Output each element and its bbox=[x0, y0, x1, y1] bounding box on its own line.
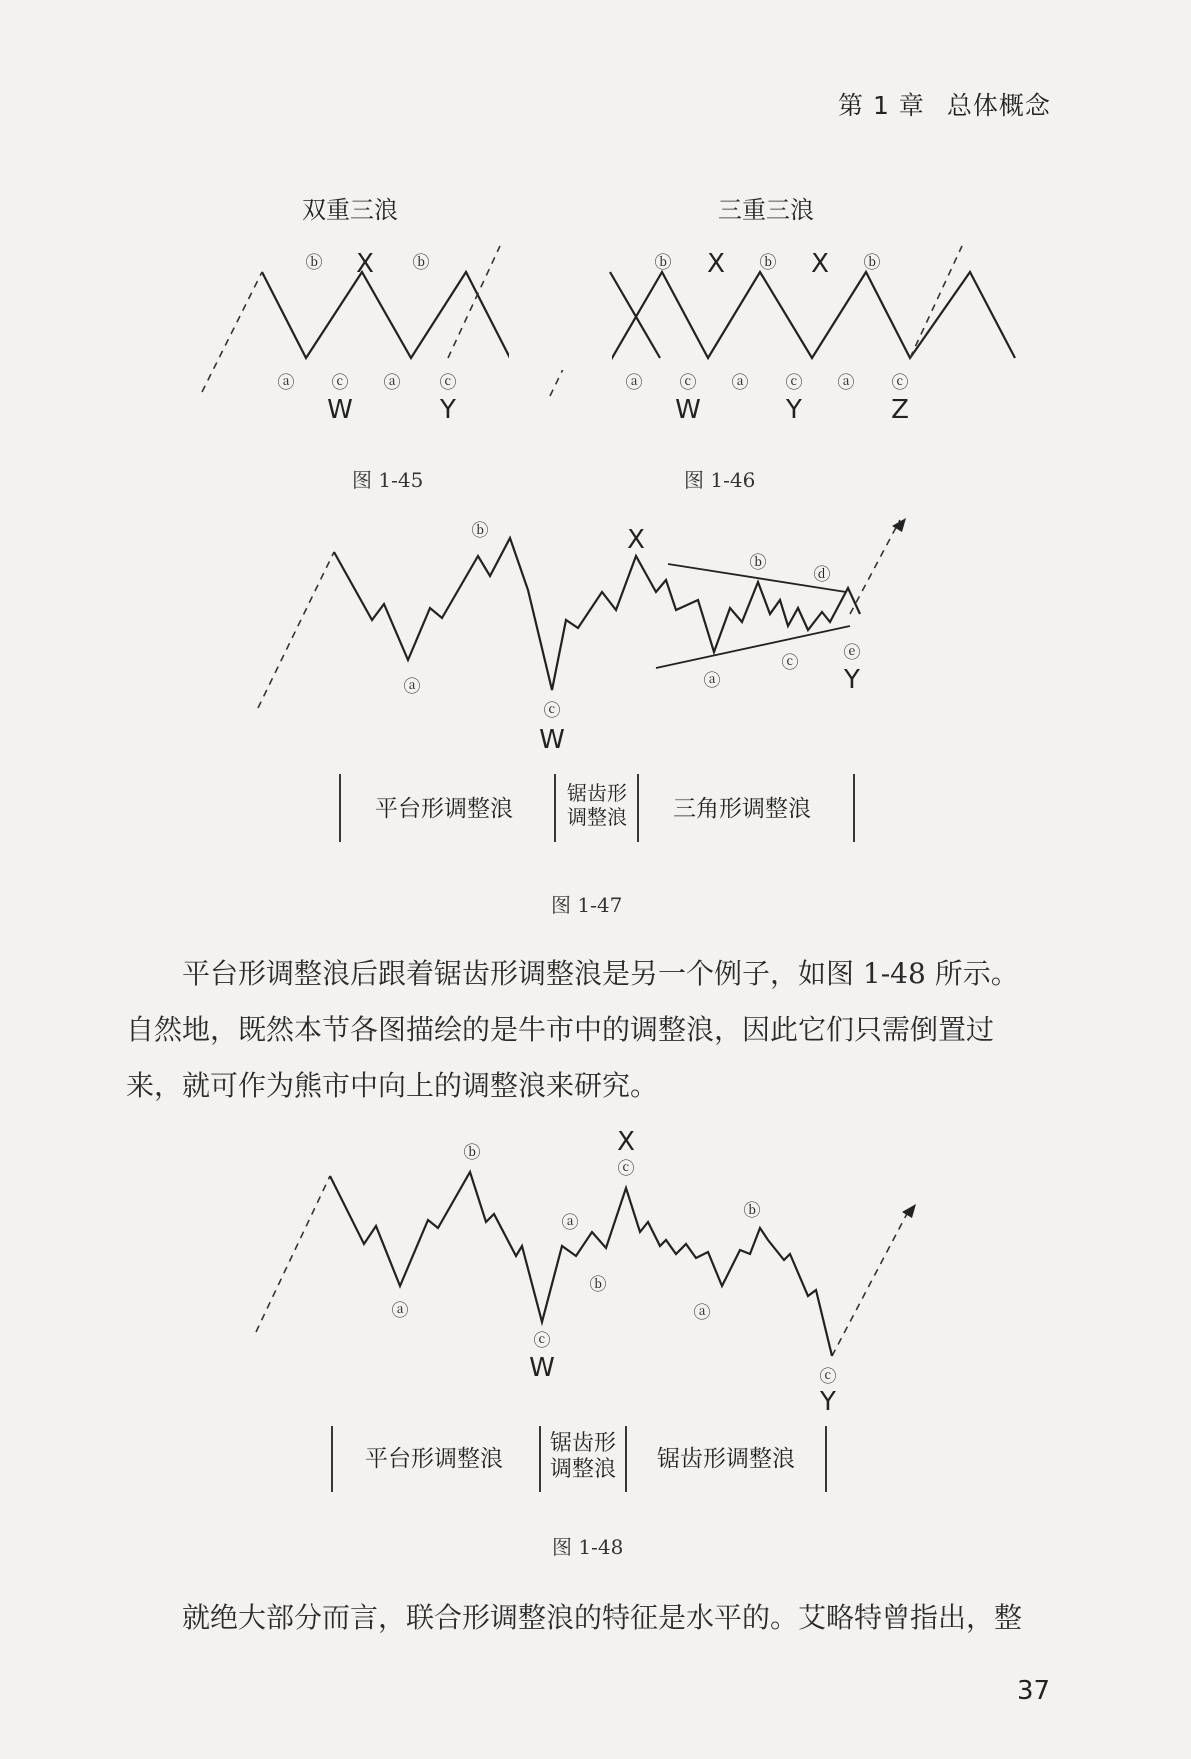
fig48-label: W bbox=[529, 1353, 555, 1383]
fig47-segment: 锯齿形 bbox=[567, 781, 627, 805]
fig47-label: ⓐ bbox=[403, 677, 421, 697]
fig48-lead-in bbox=[256, 1176, 330, 1332]
chapter-number: 第 1 章 bbox=[838, 91, 925, 120]
fig48-label: Y bbox=[820, 1387, 836, 1417]
fig45-label: ⓐ bbox=[277, 373, 295, 393]
fig47-label: ⓑ bbox=[749, 553, 767, 573]
text-line: 就绝大部分而言，联合形调整浪的特征是水平的。艾略特曾指出，整 bbox=[182, 1601, 1023, 1634]
fig48-label: ⓐ bbox=[561, 1213, 579, 1233]
fig46-wave-label: W bbox=[675, 395, 701, 425]
fig46-wave-label: Z bbox=[891, 395, 909, 425]
fig46-label: ⓒ bbox=[679, 373, 697, 393]
fig48-segment: 锯齿形调整浪 bbox=[657, 1446, 795, 1472]
fig47-label: ⓑ bbox=[471, 521, 489, 541]
page-number: 37 bbox=[1017, 1676, 1051, 1706]
text-line: 来，就可作为熊市中向上的调整浪来研究。 bbox=[126, 1069, 659, 1102]
fig46-label: X bbox=[811, 249, 829, 279]
fig46-label: ⓐ bbox=[625, 373, 643, 393]
chapter-title: 总体概念 bbox=[946, 91, 1051, 120]
fig46-label: ⓑ bbox=[759, 253, 777, 273]
fig45-label: X bbox=[356, 249, 374, 279]
fig47-label: ⓒ bbox=[781, 653, 799, 673]
fig48-label: ⓐ bbox=[391, 1301, 409, 1321]
fig45-wave-label: W bbox=[327, 395, 353, 425]
fig47-label: X bbox=[627, 525, 645, 555]
fig46-label: ⓐ bbox=[837, 373, 855, 393]
fig47-label: ⓓ bbox=[813, 565, 831, 585]
fig46-title: 三重三浪 bbox=[718, 196, 814, 224]
fig47-segment: 调整浪 bbox=[567, 805, 627, 829]
text-line: 平台形调整浪后跟着锯齿形调整浪是另一个例子，如图 1-48 所示。 bbox=[182, 957, 1019, 990]
fig45-label: ⓒ bbox=[331, 373, 349, 393]
fig48-label: ⓒ bbox=[819, 1367, 837, 1387]
body-paragraph bbox=[126, 1590, 1056, 1646]
fig47-label: Y bbox=[844, 665, 860, 695]
text-line: 自然地，既然本节各图描绘的是牛市中的调整浪，因此它们只需倒置过 bbox=[126, 1013, 995, 1046]
fig48-label: ⓐ bbox=[693, 1303, 711, 1323]
fig48-label: ⓒ bbox=[533, 1331, 551, 1351]
fig46-label: X bbox=[707, 249, 725, 279]
fig47-label: ⓒ bbox=[543, 701, 561, 721]
fig47-label: ⓔ bbox=[843, 643, 861, 663]
fig48-label: ⓒ bbox=[617, 1159, 635, 1179]
fig45-label: ⓑ bbox=[305, 253, 323, 273]
fig47-caption: 图 1-47 bbox=[551, 893, 623, 917]
fig45-label: ⓒ bbox=[439, 373, 457, 393]
fig47-segment: 三角形调整浪 bbox=[673, 796, 811, 822]
fig45-label: ⓑ bbox=[412, 253, 430, 273]
fig45-label: ⓐ bbox=[383, 373, 401, 393]
fig45-wave-label: Y bbox=[440, 395, 456, 425]
fig48-wave-line bbox=[330, 1172, 832, 1356]
fig46-caption: 图 1-46 bbox=[684, 468, 756, 492]
fig46-label: ⓒ bbox=[785, 373, 803, 393]
fig46-label: ⓐ bbox=[731, 373, 749, 393]
fig48-lead-out bbox=[832, 1208, 910, 1356]
fig48-segment: 平台形调整浪 bbox=[365, 1446, 503, 1472]
fig45-caption: 图 1-45 bbox=[352, 468, 424, 492]
fig48-segment: 锯齿形 bbox=[549, 1431, 617, 1456]
fig46-label: ⓑ bbox=[654, 253, 672, 273]
fig48-label: ⓑ bbox=[589, 1275, 607, 1295]
fig45-title: 双重三浪 bbox=[302, 196, 398, 224]
fig48-segment: 调整浪 bbox=[549, 1457, 617, 1482]
fig48-caption: 图 1-48 bbox=[552, 1535, 624, 1559]
fig46-label: ⓑ bbox=[863, 253, 881, 273]
fig48-label: ⓑ bbox=[743, 1201, 761, 1221]
fig46-wave-label: Y bbox=[786, 395, 802, 425]
fig48-label: ⓑ bbox=[463, 1143, 481, 1163]
fig47-label: W bbox=[539, 725, 565, 755]
fig47-segment: 平台形调整浪 bbox=[375, 796, 513, 822]
fig46-label: ⓒ bbox=[891, 373, 909, 393]
fig47-label: ⓐ bbox=[703, 671, 721, 691]
fig48-label: X bbox=[617, 1127, 635, 1157]
